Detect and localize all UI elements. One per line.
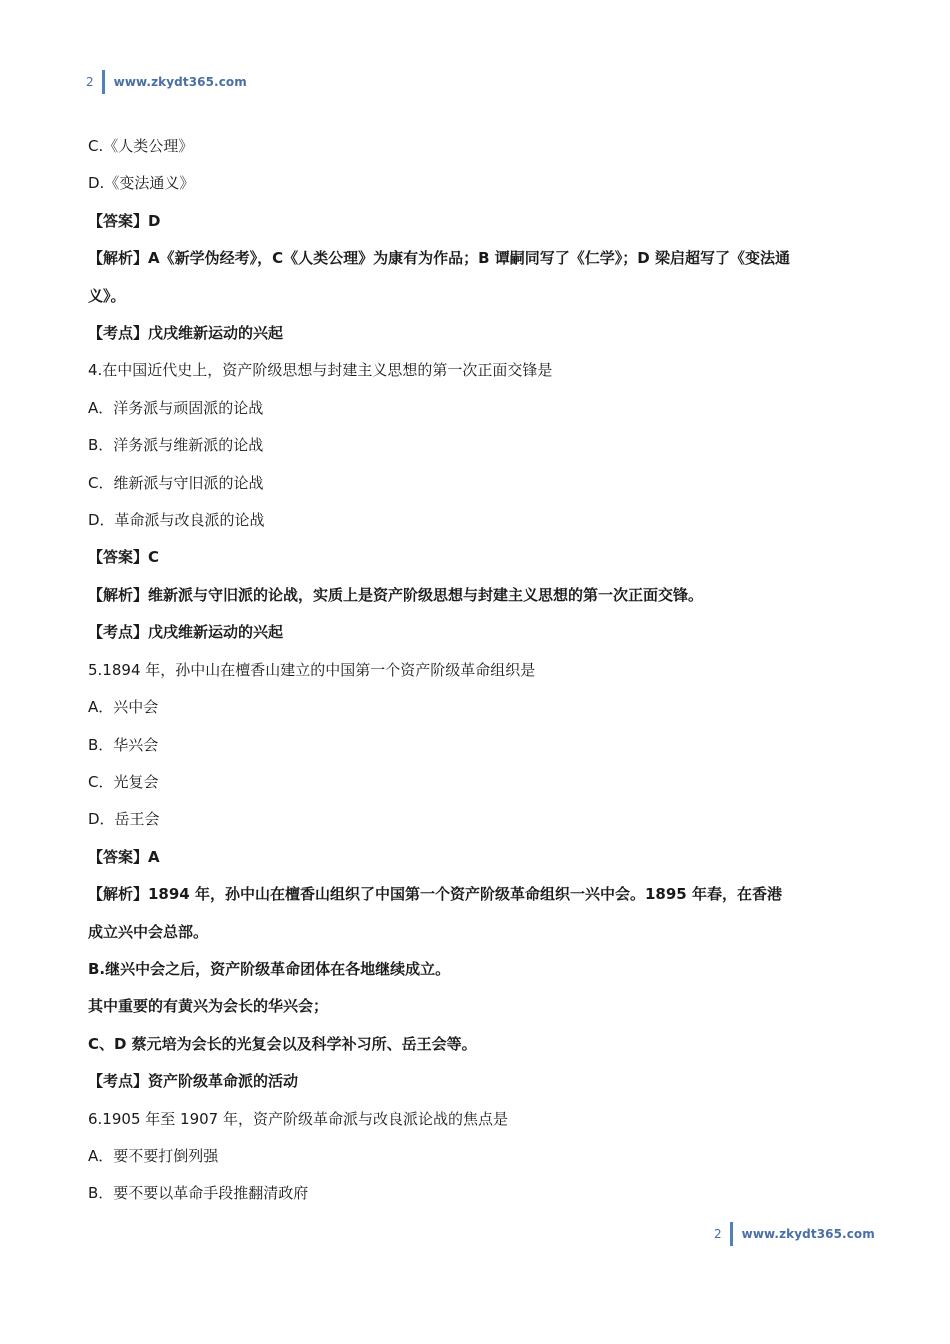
header-divider: [102, 70, 105, 94]
text-line: A．兴中会: [88, 698, 159, 717]
text-line: B．洋务派与维新派的论战: [88, 436, 264, 455]
text-line: D．岳王会: [88, 810, 160, 829]
text-line: 【考点】戊戌维新运动的兴起: [88, 324, 284, 343]
text-line: 【解析】维新派与守旧派的论战，实质上是资产阶级思想与封建主义思想的第一次正面交锋。: [88, 585, 704, 604]
text-line: D.《变法通义》: [88, 174, 195, 193]
text-line: 【考点】戊戌维新运动的兴起: [88, 623, 284, 642]
text-line: 【答案】D: [88, 211, 161, 230]
header-site-link[interactable]: www.zkydt365.com: [113, 75, 247, 89]
footer-divider: [730, 1222, 733, 1246]
text-line: 【考点】资产阶级革命派的活动: [88, 1072, 299, 1091]
text-line: 【解析】A《新学伪经考》，C《人类公理》为康有为作品；B 谭嗣同写了《仁学》；D 梁启超写了《变法通: [88, 249, 790, 268]
text-line: C．光复会: [88, 772, 159, 791]
text-line: 义》。: [88, 286, 126, 305]
footer-page-number: 2: [714, 1227, 722, 1241]
text-line: C、D 蔡元培为会长的光复会以及科学补习所、岳王会等。: [88, 1034, 477, 1053]
text-line: 【答案】C: [88, 548, 160, 567]
header-page-number: 2: [86, 75, 94, 89]
text-line: 其中重要的有黄兴为会长的华兴会；: [88, 997, 329, 1016]
text-line: B．要不要以革命手段推翻清政府: [88, 1184, 309, 1203]
footer-site-link[interactable]: www.zkydt365.com: [741, 1227, 875, 1241]
document-body: [88, 128, 878, 1213]
text-line: D．革命派与改良派的论战: [88, 511, 265, 530]
text-line: A．洋务派与顽固派的论战: [88, 398, 264, 417]
page-footer: [714, 1222, 875, 1246]
text-line: A．要不要打倒列强: [88, 1146, 219, 1165]
text-line: B．华兴会: [88, 735, 159, 754]
text-line: 【答案】A: [88, 847, 160, 866]
text-line: 6.1905 年至 1907 年，资产阶级革命派与改良派论战的焦点是: [88, 1109, 508, 1128]
text-line: 4.在中国近代史上，资产阶级思想与封建主义思想的第一次正面交锋是: [88, 361, 553, 380]
text-line: 【解析】1894 年，孙中山在檀香山组织了中国第一个资产阶级革命组织一兴中会。1895 年春，在香港: [88, 885, 782, 904]
text-line: C．维新派与守旧派的论战: [88, 473, 264, 492]
text-line: C.《人类公理》: [88, 137, 194, 155]
text-line: 5.1894 年，孙中山在檀香山建立的中国第一个资产阶级革命组织是: [88, 660, 536, 679]
text-line: 成立兴中会总部。: [88, 922, 209, 941]
page-header: [86, 70, 247, 94]
text-line: B.继兴中会之后，资产阶级革命团体在各地继续成立。: [88, 959, 451, 978]
